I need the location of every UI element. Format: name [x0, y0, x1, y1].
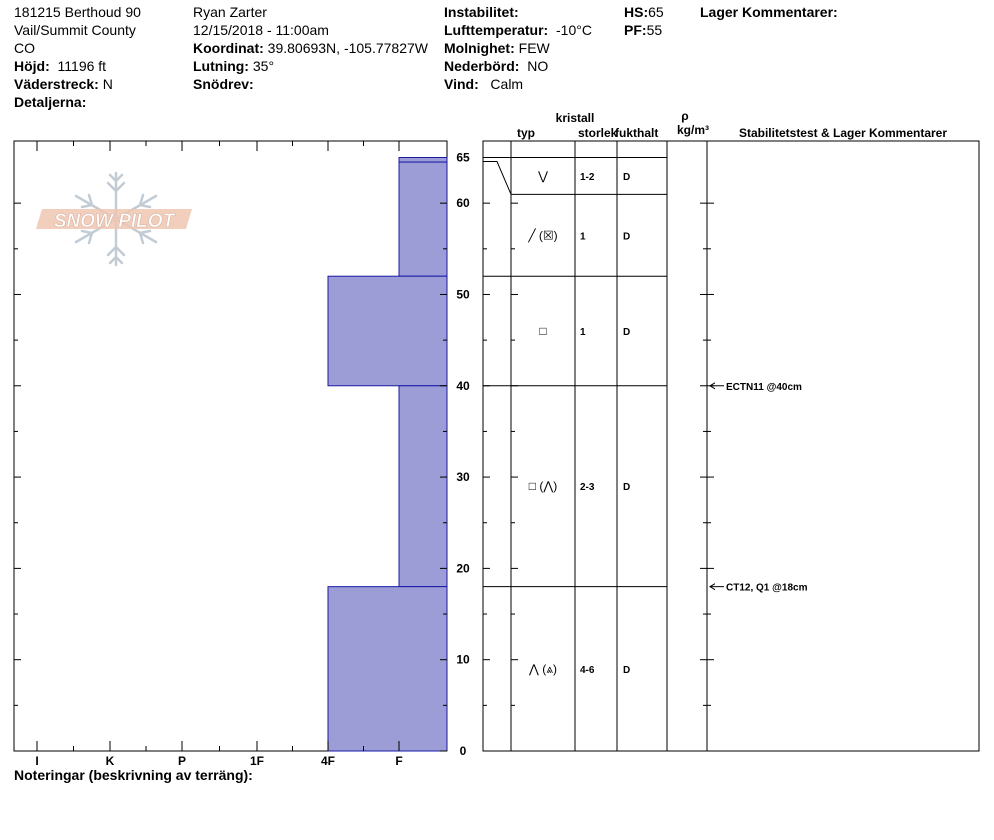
header-type: typ: [517, 126, 535, 140]
hs-label: HS:: [624, 4, 649, 20]
header-size: storlek: [578, 126, 618, 140]
depth-label-30: 30: [456, 470, 470, 485]
air-temp-value: -10°C: [556, 22, 592, 38]
hardness-bar-4: [328, 587, 447, 751]
stability-label-0: ECTN11 @40cm: [726, 381, 802, 393]
hs-value: 65: [648, 4, 664, 20]
table-layers: [483, 158, 808, 676]
details-label: Detaljerna:: [14, 94, 87, 110]
drift-label: Snödrev:: [193, 76, 254, 92]
layer-grain-size-4: 4-6: [580, 664, 595, 676]
cloud-label: Molnighet:: [444, 40, 515, 56]
layer-moisture-3: D: [623, 482, 631, 494]
pf-value: 55: [646, 22, 663, 38]
state: CO: [14, 40, 35, 56]
layer-grain-size-2: 1: [580, 326, 586, 338]
precip-value: NO: [527, 58, 549, 74]
hardness-label-4F: 4F: [320, 754, 336, 768]
layer-moisture-1: D: [623, 231, 631, 243]
wind-value: Calm: [490, 76, 524, 92]
layer-grain-type-1: ╱ (☒): [528, 228, 558, 243]
depth-label-0: 0: [459, 744, 467, 758]
layer-moisture-2: D: [623, 326, 631, 338]
header-crystal: kristall: [555, 111, 595, 125]
depth-label-60: 60: [456, 196, 470, 211]
layer-moisture-0: D: [623, 171, 631, 183]
layer-grain-type-4: ⋀ (⩓): [529, 661, 557, 676]
notes-label: Noteringar (beskrivning av terräng):: [14, 767, 253, 783]
depth-label-10: 10: [456, 652, 470, 667]
stability-label-1: CT12, Q1 @18cm: [726, 582, 808, 594]
hardness-bars: [328, 158, 447, 752]
depth-label-65: 65: [456, 150, 470, 165]
header-rho: ρ: [681, 109, 689, 123]
elevation-label: Höjd:: [14, 58, 50, 74]
hardness-label-P: P: [177, 754, 187, 768]
instability-label: Instabilitet:: [444, 4, 519, 20]
precip-label: Nederbörd:: [444, 58, 520, 74]
slope-value: 35°: [252, 58, 275, 74]
layer-grain-size-3: 2-3: [580, 482, 595, 494]
slope-label: Lutning:: [193, 58, 249, 74]
header-density-unit: kg/m³: [676, 123, 710, 137]
hardness-label-I: I: [35, 754, 39, 768]
layer-grain-type-3: □ (⋀): [528, 479, 558, 494]
site-name: 181215 Berthoud 90: [14, 4, 141, 20]
header-moisture: fukthalt: [615, 126, 659, 140]
elevation-value: 11196 ft: [57, 58, 107, 74]
datetime: 12/15/2018 - 11:00am: [193, 22, 329, 38]
hardness-bar-1: [399, 162, 447, 276]
layer-moisture-4: D: [623, 664, 631, 676]
depth-label-50: 50: [456, 287, 470, 302]
coordinate-value: 39.80693N, -105.77827W: [267, 40, 428, 56]
header-stability: Stabilitetstest & Lager Kommentarer: [738, 126, 948, 140]
region: Vail/Summit County: [14, 22, 136, 38]
surface-connector: [483, 162, 511, 195]
hardness-bar-0: [399, 158, 447, 163]
observer: Ryan Zarter: [193, 4, 267, 20]
pf-label: PF:: [624, 22, 647, 38]
hardness-bar-2: [328, 276, 447, 386]
layer-grain-type-2: □: [539, 323, 547, 338]
hardness-label-1F: 1F: [249, 754, 265, 768]
layer-grain-size-0: 1-2: [580, 171, 595, 183]
hardness-bar-3: [399, 386, 447, 587]
cloud-value: FEW: [518, 40, 550, 56]
aspect-label: Väderstreck:: [14, 76, 99, 92]
depth-label-40: 40: [456, 378, 470, 393]
depth-label-20: 20: [456, 561, 470, 576]
wind-label: Vind:: [444, 76, 479, 92]
coordinate-label: Koordinat:: [193, 40, 264, 56]
snowpilot-logo: [36, 173, 192, 265]
layer-grain-size-1: 1: [580, 231, 586, 243]
aspect-value: N: [102, 76, 113, 92]
layer-grain-type-0: ⋁: [538, 168, 548, 183]
hardness-label-K: K: [105, 754, 115, 768]
snowpilot-logo-text: SNOW PILOT: [53, 211, 175, 232]
layer-comments-label: Lager Kommentarer:: [700, 4, 838, 20]
air-temp-label: Lufttemperatur:: [444, 22, 549, 38]
hardness-label-F: F: [395, 754, 403, 768]
